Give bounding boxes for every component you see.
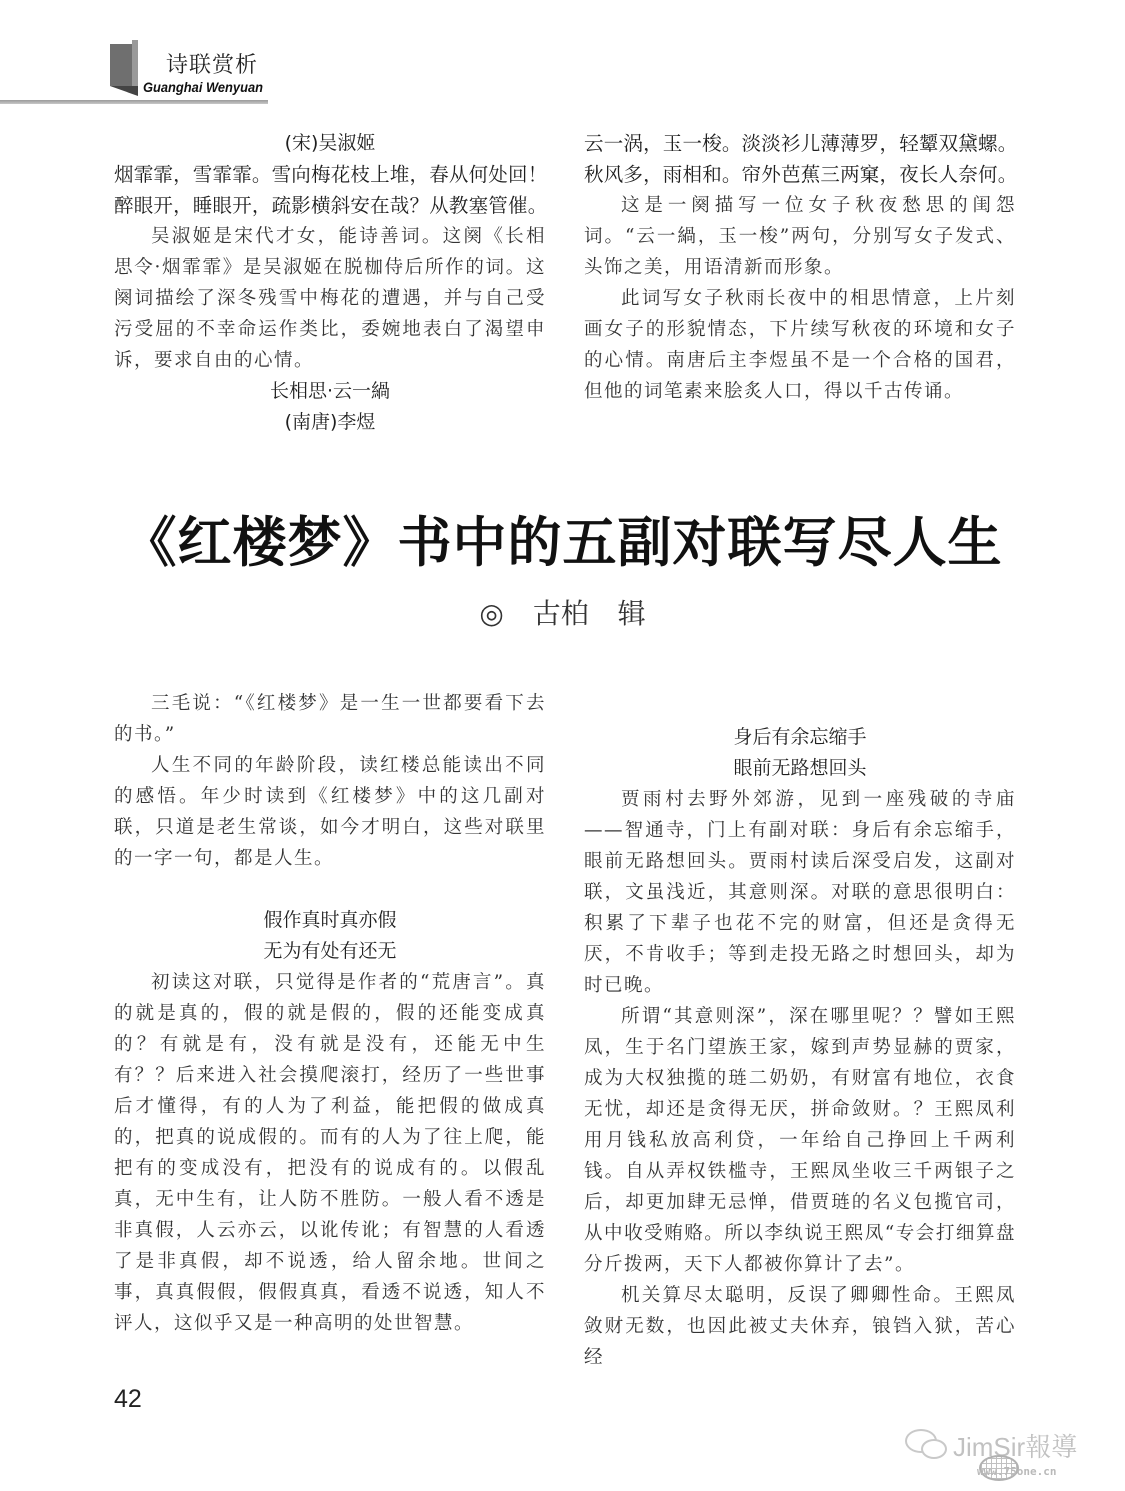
poem1-line: 烟霏霏，雪霏霏。雪向梅花枝上堆，春从何处回！: [114, 163, 548, 186]
section-title: 诗联赏析: [166, 53, 259, 78]
poem2-title: 长相思·云一緺: [269, 380, 391, 402]
intro-paragraph: 人生不同的年龄阶段，读红楼总能读出不同的感悟。年少时读到《红楼梦》中的这几副对联，只道是老生常谈，如今才明白，这些对联里的一字一句，都是人生。: [114, 755, 546, 869]
poem2-commentary: 此词写女子秋雨长夜中的相思情意，上片刻画女子的形貌情态，下片续写秋夜的环境和女子的心情。南唐后主李煜虽不是一个合格的国君，但他的词笔素来脍炙人口，得以千古传诵。: [584, 288, 1016, 402]
poem2-line: 云一涡，玉一梭。淡淡衫儿薄薄罗，轻颦双黛螺。: [584, 132, 1018, 155]
page-number: 42: [114, 1385, 142, 1413]
couplet1-line1: 假作真时真亦假: [263, 909, 397, 931]
left-bottom-column: [114, 688, 546, 1339]
poem1-commentary: 吴淑姬是宋代才女，能诗善词。这阕《长相思令·烟霏霏》是吴淑姬在脱枷侍后所作的词。这阕词描绘了深冬残雪中梅花的遭遇，并与自己受污受屈的不幸命运作类比，委婉地表白了渴望申诉，要求自由的心情。: [114, 226, 546, 371]
article-title: 《红楼梦》书中的五副对联写尽人生: [122, 511, 1003, 574]
watermark-url: www.75one.cn: [977, 1465, 1057, 1478]
poem2-commentary: 这是一阕描写一位女子秋夜愁思的闺怨词。“云一緺，玉一梭”两句，分别写女子发式、头饰之美，用语清新而形象。: [584, 195, 1016, 278]
couplet1-line2: 无为有处有还无: [263, 940, 397, 962]
poem1-author: (宋)吴淑姬: [284, 132, 376, 154]
wechat-bubble-icon: [921, 1439, 947, 1459]
byline-role: 辑: [617, 597, 646, 630]
couplet2-line1: 身后有余忘缩手: [733, 726, 867, 748]
section-logo-icon: [110, 40, 140, 98]
intro-paragraph: 三毛说：“《红楼梦》是一生一世都要看下去的书。”: [114, 693, 546, 745]
couplet2-line2: 眼前无路想回头: [733, 757, 867, 779]
byline-mark-icon: ◎: [479, 597, 504, 630]
section-subtitle: Guanghai Wenyuan: [143, 79, 264, 95]
couplet2-body: 机关算尽太聪明，反误了卿卿性命。王熙凤敛财无数，也因此被丈夫休弃，锒铛入狱，苦心经: [584, 1285, 1016, 1368]
couplet1-body: 初读这对联，只觉得是作者的“荒唐言”。真的就是真的，假的就是假的，假的还能变成真的？有就是有，没有就是没有，还能无中生有？？后来进入社会摸爬滚打，经历了一些世事后才懂得，有的人为了利益，能把假的做成真的，把真的说成假的。而有的人为了往上爬，能把有的变成没有，把没有的说成有的。以假乱真，无中生有，让人防不胜防。一般人看不透是非真假，人云亦云，以讹传讹；有智慧的人看透了是非真假，却不说透，给人留余地。世间之事，真真假假，假假真真，看透不说透，知人不评人，这似乎又是一种高明的处世智慧。: [114, 972, 546, 1334]
header-rule: [0, 100, 268, 104]
couplet2-body: 所谓“其意则深”，深在哪里呢？？譬如王熙凤，生于名门望族王家，嫁到声势显赫的贾家，成为大权独揽的琏二奶奶，有财富有地位，衣食无忧，却还是贪得无厌，拼命敛财。？王熙凤利用月钱私放高利贷，一年给自己挣回上千两利钱。自从弄权铁槛寺，王熙凤坐收三千两银子之后，却更加肆无忌惮，借贾琏的名义包揽官司，从中收受贿赂。所以李纨说王熙凤“专会打细算盘分斤拨两，天下人都被你算计了去”。: [584, 1006, 1016, 1275]
watermark-text: JimSir報導: [953, 1432, 1078, 1462]
poem2-author: (南唐)李煜: [284, 411, 376, 433]
left-top-column: [114, 128, 546, 438]
article-byline: [0, 592, 1125, 632]
poem2-line: 秋风多，雨相和。帘外芭蕉三两窠，夜长人奈何。: [584, 163, 1018, 186]
right-top-column: [584, 128, 1016, 407]
couplet2-body: 贾雨村去野外郊游，见到一座残破的寺庙——智通寺，门上有副对联：身后有余忘缩手，眼前无路想回头。贾雨村读后深受启发，这副对联，文虽浅近，其意则深。对联的意思很明白：积累了下辈子也花不完的财富，但还是贪得无厌，不肯收手；等到走投无路之时想回头，却为时已晚。: [584, 789, 1016, 996]
byline-author: 古柏: [532, 597, 589, 630]
right-bottom-column: [584, 722, 1016, 1373]
watermark: [905, 1425, 1115, 1487]
poem1-line: 醉眼开，睡眼开，疏影横斜安在哉？从教塞管催。: [114, 194, 548, 217]
